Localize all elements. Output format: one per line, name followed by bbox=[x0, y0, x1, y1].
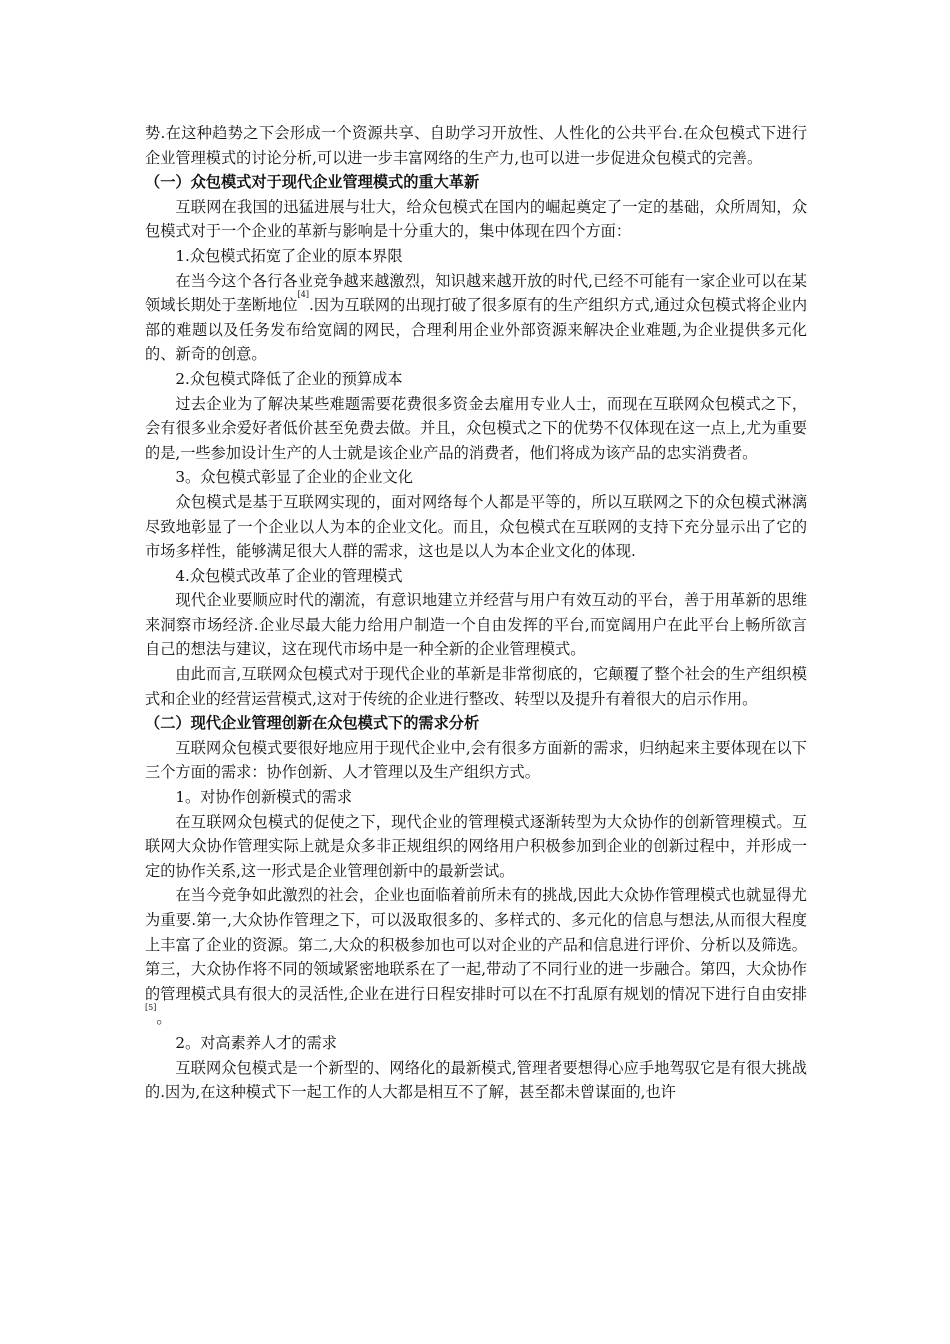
section2-item1-title: 1。对协作创新模式的需求 bbox=[175, 788, 353, 807]
item1-text-a: 在当今这个各行各业竞争越来越激烈，知识越来越开放的时代,已经不可能有一家企业可以在某领域长期处于垄断地位 bbox=[145, 271, 807, 315]
section1-item3-title: 3。众包模式彰显了企业的企业文化 bbox=[175, 468, 413, 487]
section1-item1-paragraph bbox=[145, 269, 807, 367]
section1-item4-title: 4.众包模式改革了企业的管理模式 bbox=[175, 566, 403, 585]
item1-text2-b: 。 bbox=[156, 1009, 172, 1028]
intro-paragraph: 势.在这种趋势之下会形成一个资源共享、自助学习开放性、人性化的公共平台.在众包模式下进行企业管理模式的讨论分析,可以进一步丰富网络的生产力,也可以进一步促进众包模式的完善。 bbox=[145, 124, 807, 167]
section2-item2-title: 2。对高素养人才的需求 bbox=[175, 1033, 337, 1052]
document-page bbox=[145, 121, 807, 1105]
section2-item1-paragraph-2 bbox=[145, 883, 807, 1031]
section1-item1-title: 1.众包模式拓宽了企业的原本界限 bbox=[175, 246, 403, 265]
section1-conclusion-paragraph: 由此而言,互联网众包模式对于现代企业的革新是非常彻底的，它颠覆了整个社会的生产组织模式和企业的经营运营模式,这对于传统的企业进行整改、转型以及提升有着很大的启示作用。 bbox=[145, 665, 807, 708]
section1-item2-paragraph: 过去企业为了解决某些难题需要花费很多资金去雇用专业人士，而现在互联网众包模式之下，会有很多业余爱好者低价甚至免费去做。并且，众包模式之下的优势不仅体现在这一点上,尤为重要的是,一些参加设计生产的人士就是该企业产品的消费者，他们将成为该产品的忠实消费者。 bbox=[145, 394, 807, 462]
section-heading-2: （二）现代企业管理创新在众包模式下的需求分析 bbox=[145, 714, 480, 733]
section1-item2-title: 2.众包模式降低了企业的预算成本 bbox=[175, 369, 403, 388]
section-heading-1: （一）众包模式对于现代企业管理模式的重大革新 bbox=[145, 173, 480, 192]
section2-item2-paragraph: 互联网众包模式是一个新型的、网络化的最新模式,管理者要想得心应手地驾驭它是有很大挑战的.因为,在这种模式下一起工作的人大都是相互不了解，甚至都未曾谋面的,也许 bbox=[145, 1058, 807, 1102]
section2-lead-paragraph: 互联网众包模式要很好地应用于现代企业中,会有很多方面新的需求，归纳起来主要体现在以下三个方面的需求：协作创新、人才管理以及生产组织方式。 bbox=[145, 738, 807, 782]
section2-item1-paragraph: 在互联网众包模式的促使之下，现代企业的管理模式逐渐转型为大众协作的创新管理模式。互联网大众协作管理实际上就是众多非正规组织的网络用户积极参加到企业的创新过程中，并形成一定的协作关系,这一形式是企业管理创新中的最新尝试。 bbox=[145, 812, 807, 880]
citation-4: [4] bbox=[297, 290, 309, 300]
item1-text2-a: 在当今竞争如此激烈的社会，企业也面临着前所未有的挑战,因此大众协作管理模式也就显得尤为重要.第一,大众协作管理之下，可以汲取很多的、多样式的、多元化的信息与想法,从而很大程度上丰富了企业的资源。第二,大众的积极参加也可以对企业的产品和信息进行评价、分析以及筛选。第三，大众协作将不同的领域紧密地联系在了一起,带动了不同行业的进一步融合。第四，大众协作的管理模式具有很大的灵活性,企业在进行日程安排时可以在不打乱原有规划的情况下进行自由安排 bbox=[145, 886, 807, 1003]
item1-text-b: .因为互联网的出现打破了很多原有的生产组织方式,通过众包模式将企业内部的难题以及任务发布给宽阔的网民，合理利用企业外部资源来解决企业难题,为企业提供多元化的、新奇的创意。 bbox=[145, 296, 808, 364]
section1-item3-paragraph: 众包模式是基于互联网实现的，面对网络每个人都是平等的，所以互联网之下的众包模式淋漓尽致地彰显了一个企业以人为本的企业文化。而且，众包模式在互联网的支持下充分显示出了它的市场多样性，能够满足很大人群的需求，这也是以人为本企业文化的体现. bbox=[145, 492, 807, 561]
section1-item4-paragraph: 现代企业要顺应时代的潮流，有意识地建立并经营与用户有效互动的平台，善于用革新的思维来洞察市场经济.企业尽最大能力给用户制造一个自由发挥的平台,而宽阔用户在此平台上畅所欲言自己的想法与建议，这在现代市场中是一种全新的企业管理模式。 bbox=[145, 591, 807, 659]
section1-lead-paragraph: 互联网在我国的迅猛进展与壮大，给众包模式在国内的崛起奠定了一定的基础，众所周知，众包模式对于一个企业的革新与影响是十分重大的，集中体现在四个方面： bbox=[145, 197, 807, 241]
citation-5: [5] bbox=[145, 1003, 157, 1013]
